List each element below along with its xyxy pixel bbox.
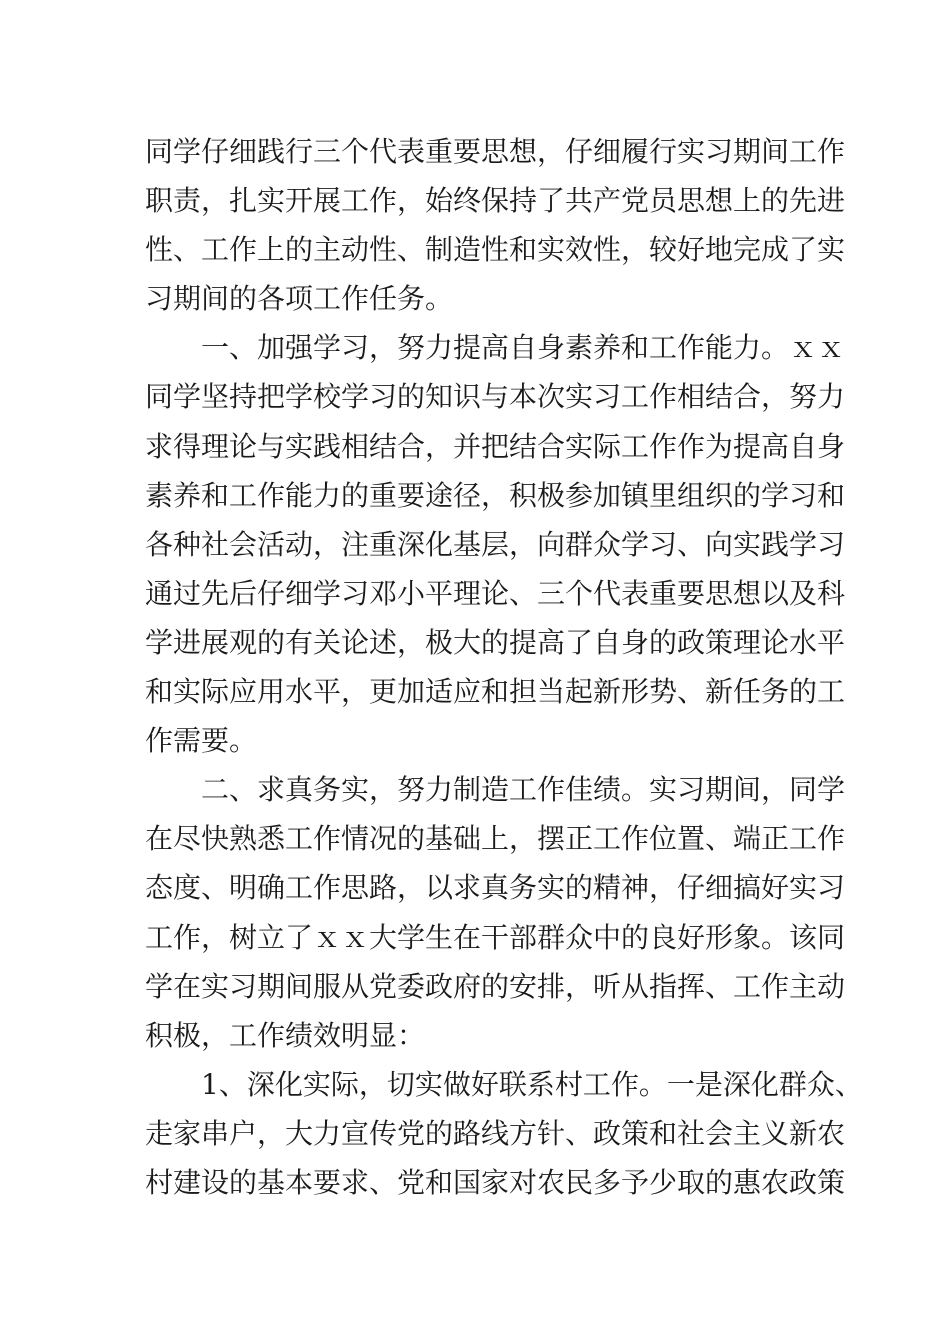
text-line: 通过先后仔细学习邓小平理论、三个代表重要思想以及科 — [145, 576, 846, 610]
text-line: 1、深化实际，切实做好联系村工作。一是深化群众、 — [145, 1067, 863, 1101]
text-line: 性、工作上的主动性、制造性和实效性，较好地完成了实 — [145, 233, 846, 267]
text-line: 和实际应用水平，更加适应和担当起新形势、新任务的工 — [145, 675, 846, 709]
text-line: 同学坚持把学校学习的知识与本次实习工作相结合，努力 — [145, 380, 846, 414]
text-line: 村建设的基本要求、党和国家对农民多予少取的惠农政策 — [145, 1165, 846, 1199]
text-line: 职责，扎实开展工作，始终保持了共产党员思想上的先进 — [145, 184, 846, 218]
text-line: 积极，工作绩效明显： — [145, 1018, 426, 1052]
text-line: 态度、明确工作思路，以求真务实的精神，仔细搞好实习 — [145, 871, 846, 905]
text-line: 工作，树立了ｘｘ大学生在干部群众中的良好形象。该同 — [145, 920, 846, 954]
text-line: 习期间的各项工作任务。 — [145, 282, 454, 316]
text-line: 求得理论与实践相结合，并把结合实际工作作为提高自身 — [145, 429, 846, 463]
text-line: 学在实习期间服从党委政府的安排，听从指挥、工作主动 — [145, 969, 846, 1003]
text-line: 作需要。 — [145, 724, 258, 758]
text-line: 二、求真务实，努力制造工作佳绩。实习期间，同学 — [145, 773, 846, 807]
text-line: 走家串户，大力宣传党的路线方针、政策和社会主义新农 — [145, 1116, 846, 1150]
text-line: 同学仔细践行三个代表重要思想，仔细履行实习期间工作 — [145, 135, 846, 168]
text-line: 一、加强学习，努力提高自身素养和工作能力。ｘｘ — [145, 331, 846, 365]
text-line: 在尽快熟悉工作情况的基础上，摆正工作位置、端正工作 — [145, 822, 846, 856]
text-line: 学进展观的有关论述，极大的提高了自身的政策理论水平 — [145, 625, 846, 659]
text-line: 各种社会活动，注重深化基层，向群众学习、向实践学习 — [145, 527, 846, 561]
body-text — [145, 127, 863, 1207]
text-line: 素养和工作能力的重要途径，积极参加镇里组织的学习和 — [145, 478, 846, 512]
